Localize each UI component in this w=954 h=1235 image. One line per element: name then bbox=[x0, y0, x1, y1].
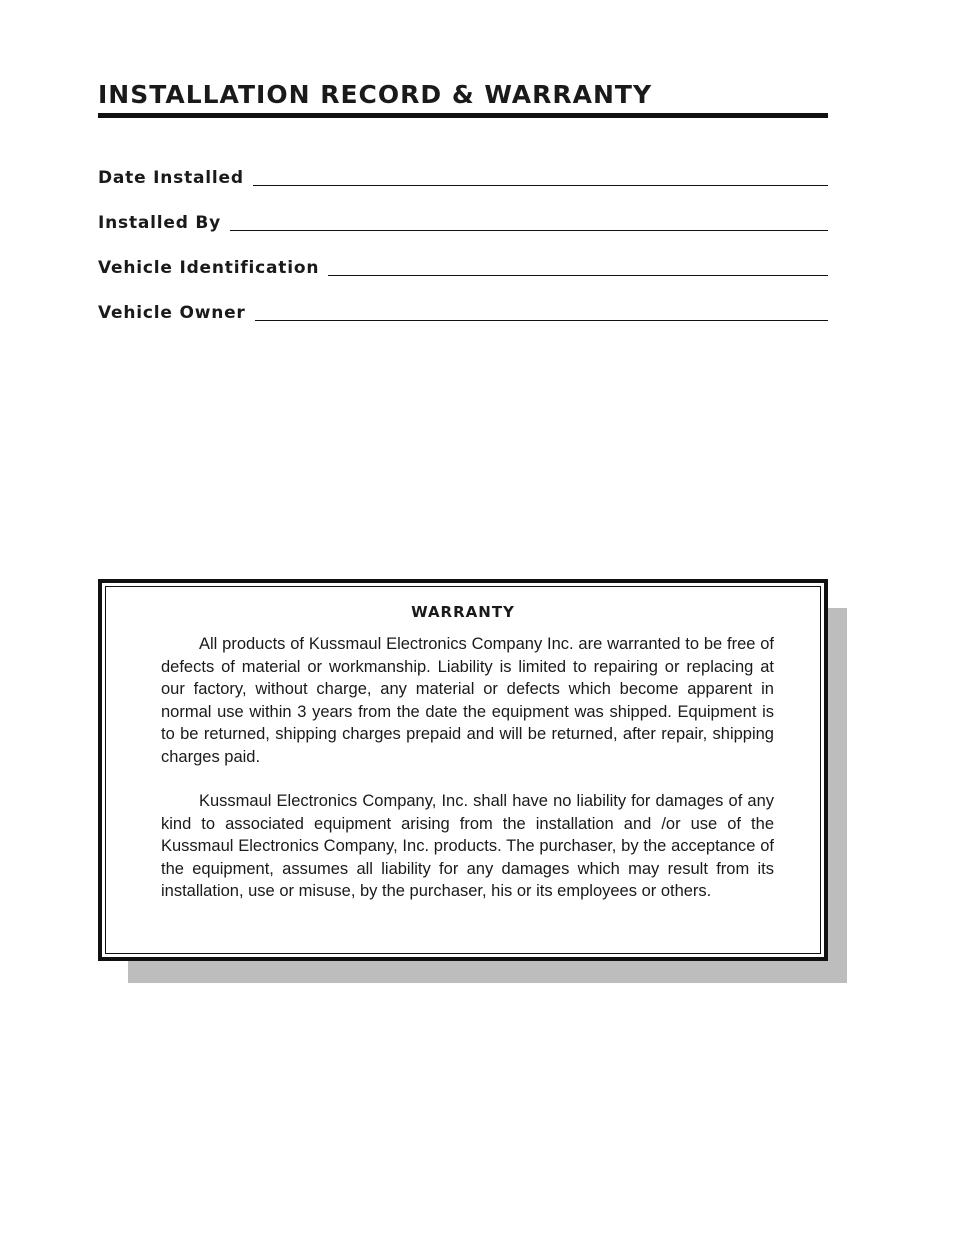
warranty-box bbox=[98, 579, 828, 961]
warranty-paragraph-coverage: All products of Kussmaul Electronics Company Inc. are warranted to be free of defects of material or workmanship. Liability is limited to repairing or replacing at our factory, without charge, any material or defects which become apparent in normal use within 3 years from the date the equipment was shipped. Equipment is to be returned, shipping charges prepaid and will be returned, after repair, shipping charges paid. bbox=[161, 635, 774, 766]
page-title: INSTALLATION RECORD & WARRANTY bbox=[98, 80, 828, 118]
date-installed-field[interactable] bbox=[253, 184, 828, 186]
installed-by-label: Installed By bbox=[98, 213, 222, 233]
date-installed-label: Date Installed bbox=[98, 168, 244, 188]
warranty-inner-border bbox=[105, 586, 821, 954]
installed-by-field[interactable] bbox=[230, 229, 828, 231]
vehicle-identification-field[interactable] bbox=[328, 274, 828, 276]
date-installed-row bbox=[98, 164, 828, 188]
vehicle-identification-row bbox=[98, 254, 828, 278]
vehicle-owner-label: Vehicle Owner bbox=[98, 303, 246, 323]
vehicle-identification-label: Vehicle Identification bbox=[98, 258, 320, 278]
installed-by-row bbox=[98, 209, 828, 233]
vehicle-owner-field[interactable] bbox=[255, 319, 828, 321]
warranty-heading: WARRANTY bbox=[411, 603, 515, 621]
vehicle-owner-row bbox=[98, 299, 828, 323]
warranty-paragraph-liability: Kussmaul Electronics Company, Inc. shall have no liability for damages of any kind to associated equipment arising from the installation and /or use of the Kussmaul Electronics Company, Inc. products. The purchaser, by the acceptance of the equipment, assumes all liability for any damages which may result from its installation, use or misuse, by the purchaser, his or its employees or others. bbox=[161, 792, 774, 901]
